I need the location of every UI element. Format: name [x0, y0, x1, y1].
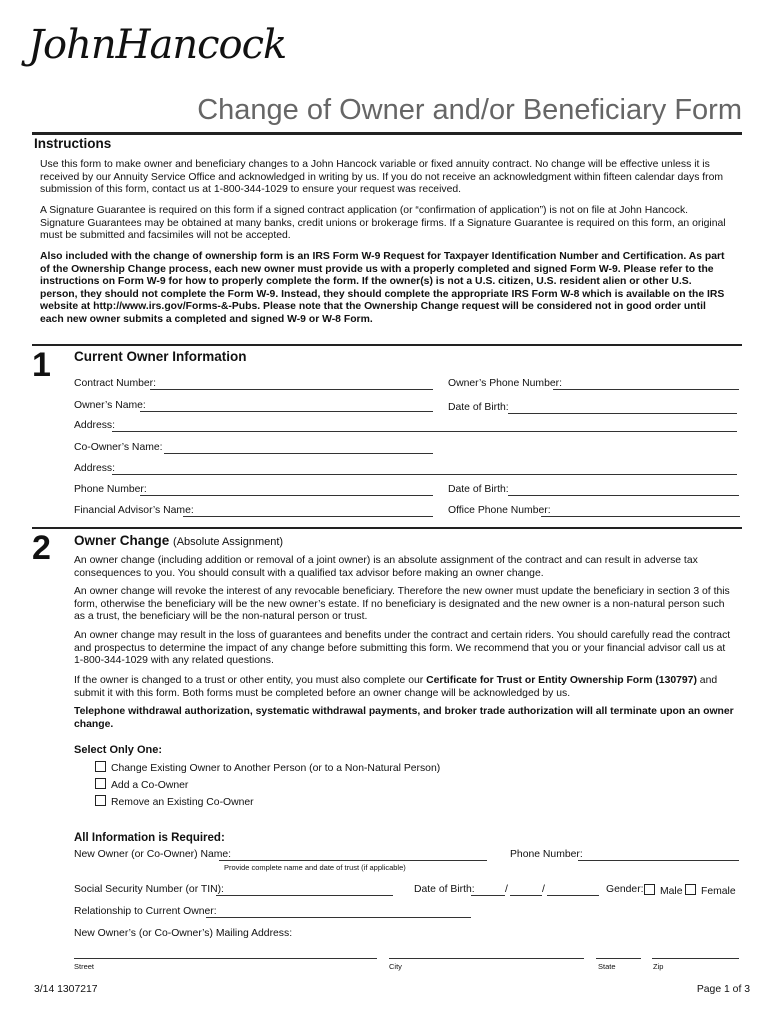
paragraph-4-post: and submit it with this form. Both forms must be completed before an owner change will be acknowledged by us.	[74, 675, 718, 699]
co-owner-address-label: Address:	[74, 463, 116, 474]
owner-dob-field[interactable]	[508, 413, 737, 414]
female-label: Female	[701, 886, 736, 897]
dob-separator-1: /	[505, 884, 508, 895]
gender-female-option[interactable]	[685, 884, 736, 897]
form-title: Change of Owner and/or Beneficiary Form	[197, 94, 742, 126]
relationship-label: Relationship to Current Owner:	[74, 906, 217, 917]
dob-year-field[interactable]	[547, 895, 599, 896]
checkbox-icon[interactable]	[95, 795, 106, 806]
co-owners-name-field[interactable]	[164, 453, 433, 454]
gender-label: Gender:	[606, 884, 644, 895]
owner-address-field[interactable]	[112, 431, 737, 432]
owner-change-paragraph-4	[74, 675, 736, 700]
all-info-required-label: All Information is Required:	[74, 832, 225, 844]
select-only-one-label: Select Only One:	[74, 744, 163, 756]
street-caption: Street	[74, 962, 95, 971]
title-divider	[32, 132, 742, 135]
co-owner-dob-field[interactable]	[508, 495, 739, 496]
state-field[interactable]	[596, 958, 641, 959]
dob-separator-2: /	[542, 884, 545, 895]
section-2-title-text: Owner Change	[74, 533, 170, 548]
co-owners-name-label: Co-Owner’s Name:	[74, 442, 163, 453]
co-owner-phone-label: Phone Number:	[74, 484, 147, 495]
section-1-divider	[32, 344, 742, 346]
city-field[interactable]	[389, 958, 584, 959]
new-owner-name-label: New Owner (or Co-Owner) Name:	[74, 849, 232, 860]
ssn-field[interactable]	[216, 895, 393, 896]
option-add-co-owner[interactable]	[95, 778, 188, 791]
co-owner-address-field[interactable]	[112, 474, 737, 475]
owner-change-paragraph-1: An owner change (including addition or removal of a joint owner) is an absolute assignment of the contract and can result in adverse tax consequences to you. You should consult with a qualified tax advisor before making an owner change.	[74, 555, 698, 579]
owners-phone-field[interactable]	[553, 389, 739, 390]
form-code: 3/14 1307217	[34, 984, 98, 995]
office-phone-field[interactable]	[541, 516, 740, 517]
owner-dob-label: Date of Birth:	[448, 402, 509, 413]
section-1-number: 1	[32, 346, 51, 384]
dob-month-field[interactable]	[471, 895, 505, 896]
section-2-divider	[32, 527, 742, 529]
owners-name-field[interactable]	[140, 411, 433, 412]
option-label: Change Existing Owner to Another Person (or to a Non-Natural Person)	[111, 763, 441, 774]
checkbox-icon[interactable]	[685, 884, 696, 895]
new-owner-phone-label: Phone Number:	[510, 849, 583, 860]
checkbox-icon[interactable]	[644, 884, 655, 895]
option-label: Remove an Existing Co-Owner	[111, 797, 254, 808]
ssn-label: Social Security Number (or TIN):	[74, 884, 224, 895]
checkbox-icon[interactable]	[95, 778, 106, 789]
john-hancock-logo: JohnHancock	[28, 22, 287, 68]
co-owner-dob-label: Date of Birth:	[448, 484, 509, 495]
contract-number-label: Contract Number:	[74, 378, 156, 389]
contract-number-field[interactable]	[150, 389, 433, 390]
option-change-owner[interactable]	[95, 761, 440, 774]
financial-advisor-label: Financial Advisor’s Name:	[74, 505, 194, 516]
instructions-paragraph-1: Use this form to make owner and beneficiary changes to a John Hancock variable or fixed annuity contract. No change will be effective unless it is received by our Annuity Service Office and acknowledged in writing by us. If you do not receive an acknowledgment within fifteen calendar days from submission of this form, contact us at 1-800-344-1029 to ensure your request was received.	[40, 159, 724, 196]
city-caption: City	[389, 962, 402, 971]
relationship-field[interactable]	[206, 917, 471, 918]
dob-day-field[interactable]	[510, 895, 542, 896]
section-2-title	[74, 533, 283, 548]
new-owner-dob-label: Date of Birth:	[414, 884, 475, 895]
mailing-address-label: New Owner’s (or Co-Owner’s) Mailing Address:	[74, 928, 293, 939]
instructions-paragraph-2: A Signature Guarantee is required on this form if a signed contract application (or “confirmation of application”) is not on file at John Hancock. Signature Guarantees may be obtained at many banks, credit unions or brokerage firms. If a Signature Guarantee is required on this form, an original must be submitted and facsimiles will not be accepted.	[40, 205, 726, 242]
new-owner-name-field[interactable]	[219, 860, 487, 861]
section-2-number: 2	[32, 529, 51, 567]
male-label: Male	[660, 886, 683, 897]
financial-advisor-field[interactable]	[183, 516, 433, 517]
owners-name-label: Owner’s Name:	[74, 400, 146, 411]
owner-address-label: Address:	[74, 420, 116, 431]
option-label: Add a Co-Owner	[111, 780, 189, 791]
owners-phone-label: Owner’s Phone Number:	[448, 378, 562, 389]
instructions-paragraph-3: Also included with the change of ownership form is an IRS Form W-9 Request for Taxpayer Identification Number and Certification. As part of the Ownership Change process, each new owner must provide us with a properly completed and signed Form W-9. Please refer to the instructions on Form W-9 for how to properly complete the form. If the owner(s) is not a U.S. citizen, U.S. resident alien or other U.S. person, they should not complete the Form W-9. Instead, they should complete the appropriate IRS Form W-8 which is available on the IRS website at http://www.irs.gov/Forms-&-Pubs. Please note that the Ownership Change request will be considered not in good order until each new owner submits a completed and signed W-9 or W-8 Form.	[40, 251, 725, 325]
paragraph-4-pre: If the owner is changed to a trust or other entity, you must also complete our	[74, 675, 427, 686]
zip-field[interactable]	[652, 958, 739, 959]
checkbox-icon[interactable]	[95, 761, 106, 772]
section-2-subtitle: (Absolute Assignment)	[173, 536, 284, 548]
new-owner-phone-field[interactable]	[578, 860, 739, 861]
section-1-title: Current Owner Information	[74, 349, 247, 364]
owner-change-paragraph-5: Telephone withdrawal authorization, systematic withdrawal payments, and broker trade authorization will all terminate upon an owner change.	[74, 706, 734, 730]
new-owner-name-hint: Provide complete name and date of trust (if applicable)	[224, 863, 406, 872]
owner-change-paragraph-2: An owner change will revoke the interest of any revocable beneficiary. Therefore the new owner must update the beneficiary in section 3 of this form, otherwise the beneficiary will be the new owner’s estate. If no beneficiary is designated and the new owner is a non-natural person such as a trust, the beneficiary will be the non-natural person or trust.	[74, 586, 730, 623]
certificate-form-reference: Certificate for Trust or Entity Ownership Form (130797)	[426, 675, 697, 686]
gender-male-option[interactable]	[644, 884, 683, 897]
street-field[interactable]	[74, 958, 377, 959]
co-owner-phone-field[interactable]	[140, 495, 433, 496]
zip-caption: Zip	[653, 962, 664, 971]
instructions-heading: Instructions	[34, 136, 112, 151]
state-caption: State	[598, 962, 616, 971]
owner-change-paragraph-3: An owner change may result in the loss of guarantees and benefits under the contract and certain riders. You should carefully read the contract and prospectus to determine the impact of any change before submitting this form. We recommend that you or your financial advisor call us at 1-800-344-1029 with any related questions.	[74, 630, 731, 667]
page-number: Page 1 of 3	[696, 984, 750, 995]
office-phone-label: Office Phone Number:	[448, 505, 551, 516]
option-remove-co-owner[interactable]	[95, 795, 254, 808]
